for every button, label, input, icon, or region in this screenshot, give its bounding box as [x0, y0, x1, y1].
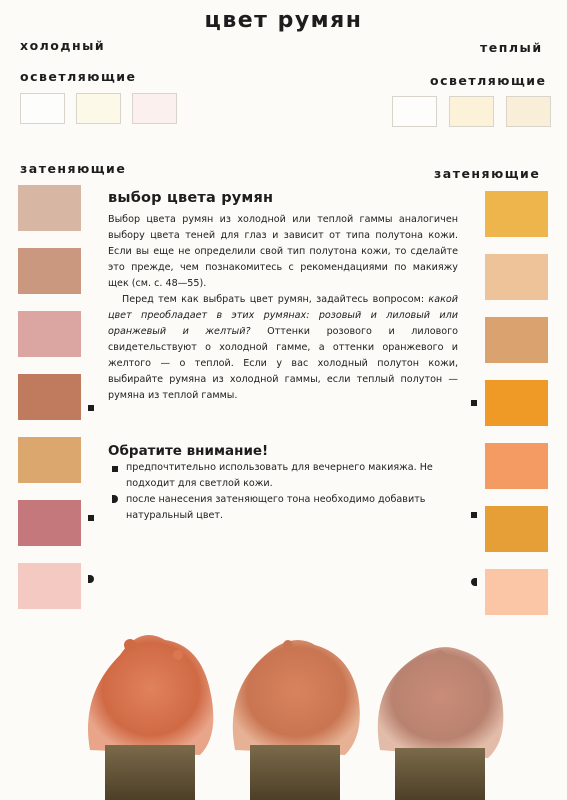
- cold-light-swatch: [20, 93, 65, 124]
- half-circle-marker-icon: [112, 495, 118, 503]
- brush-3: [378, 647, 504, 800]
- article-question: какой цвет преобладает в этих румянах: розовый и лиловый или оранжевый и желтый?: [108, 294, 458, 337]
- cold-light-label: осветляющие: [20, 69, 137, 84]
- article-heading: выбор цвета румян: [108, 190, 274, 206]
- warm-light-label: осветляющие: [430, 73, 547, 88]
- warm-dark-swatch: [485, 380, 548, 426]
- article-paragraph-rest: Оттенки розового и лилового свидетельствуют о холодной гамме, а оттенки оранжевого и желтого — о теплой. Если у вас холодный полутон кожи, выбирайте румяна из холодной гаммы, если теплый полутон — румяна из теплой гаммы.: [108, 326, 459, 401]
- square-marker-icon: [88, 515, 94, 521]
- cold-light-swatch: [76, 93, 121, 124]
- square-marker-icon: [471, 400, 477, 406]
- cold-dark-swatch: [18, 248, 81, 294]
- warm-dark-swatch: [485, 443, 548, 489]
- brush-2: [233, 640, 360, 800]
- warm-dark-swatch: [485, 254, 548, 300]
- cold-dark-swatch: [18, 311, 81, 357]
- article: [108, 190, 458, 404]
- blush-brushes-illustration: [60, 600, 540, 800]
- warm-light-swatch: [449, 96, 494, 127]
- half-circle-marker-icon: [471, 578, 477, 586]
- article-question-intro: Перед тем как выбрать цвет румян, задайтесь вопросом:: [122, 294, 425, 305]
- warm-column-label: теплый: [480, 40, 543, 55]
- cold-light-swatch: [132, 93, 177, 124]
- cold-dark-swatch: [18, 500, 81, 546]
- note-item: после нанесения затеняющего тона необходимо добавить натуральный цвет.: [126, 494, 426, 521]
- cold-dark-swatch: [18, 374, 81, 420]
- cold-dark-swatch: [18, 185, 81, 231]
- warm-dark-swatch: [485, 317, 548, 363]
- cold-dark-swatch: [18, 437, 81, 483]
- brush-1: [88, 635, 213, 800]
- cold-dark-label: затеняющие: [20, 161, 127, 176]
- warm-light-swatch: [506, 96, 551, 127]
- article-paragraph: Выбор цвета румян из холодной или теплой гаммы аналогичен выбору цвета теней для глаз и зависит от типа полутона кожи. Если вы еще не определили свой тип полутона кожи, то сделайте это прежде, чем познакомитесь с рекомендациями по макияжу щек (см. с. 48—55).: [108, 214, 458, 289]
- square-marker-icon: [471, 512, 477, 518]
- warm-dark-label: затеняющие: [434, 166, 541, 181]
- note-heading: Обратите внимание!: [108, 443, 269, 459]
- cold-column-label: холодный: [20, 38, 106, 53]
- square-marker-icon: [112, 466, 118, 472]
- note-item: предпочтительно использовать для вечернего макияжа. Не подходит для светлой кожи.: [126, 462, 433, 489]
- square-marker-icon: [88, 405, 94, 411]
- warm-dark-swatch: [485, 506, 548, 552]
- half-circle-marker-icon: [88, 575, 94, 583]
- warm-light-swatch: [392, 96, 437, 127]
- article-paragraph: [108, 292, 458, 404]
- warm-dark-swatch: [485, 191, 548, 237]
- page-title: цвет румян: [204, 8, 363, 33]
